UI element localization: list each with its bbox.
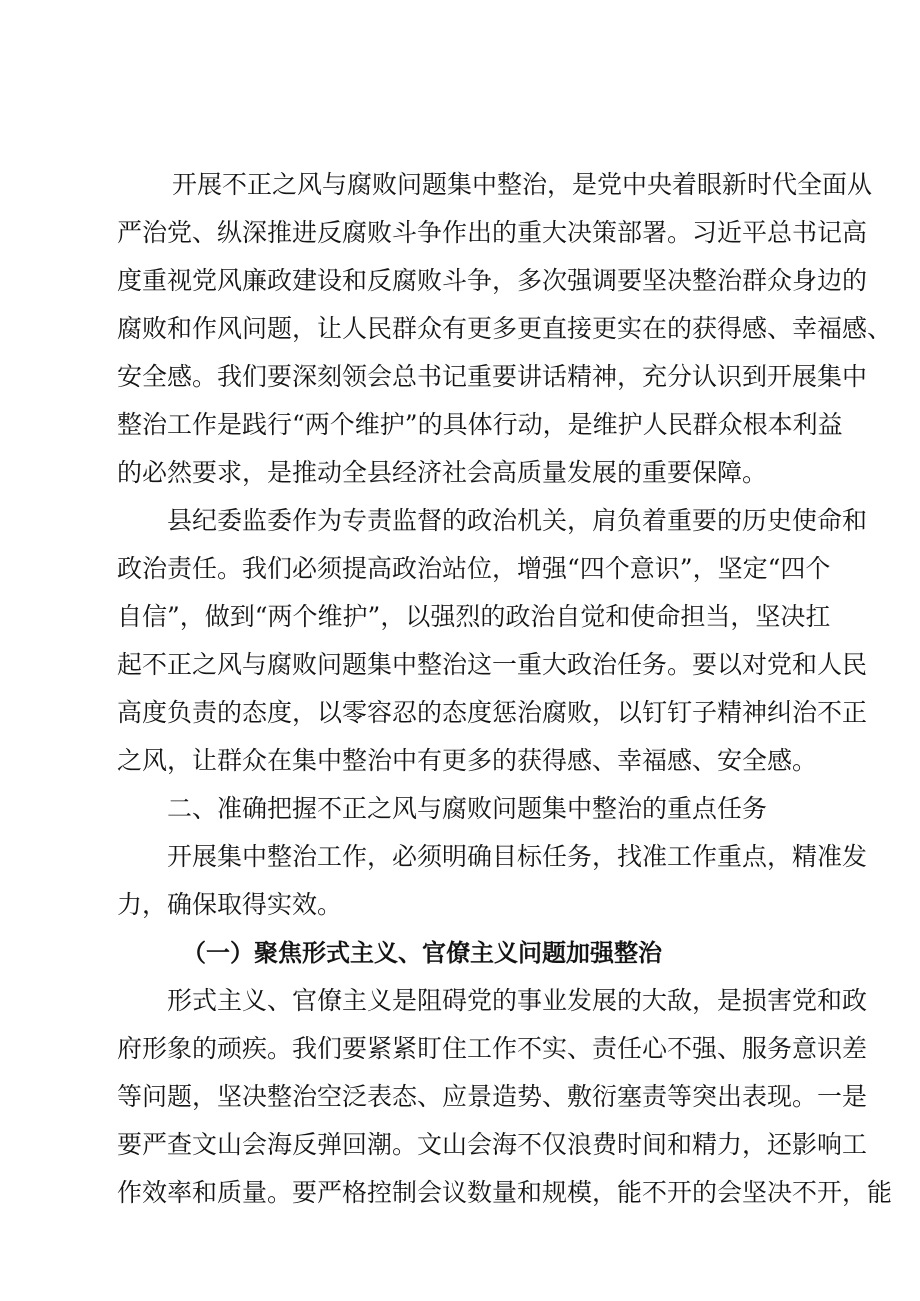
- paragraph-4-line-3: 等问题，坚决整治空泛表态、应景造势、敷衍塞责等突出表现。一是: [117, 1082, 868, 1111]
- paragraph-2-line-6: 之风，让群众在集中整治中有更多的获得感、幸福感、安全感。: [117, 746, 818, 775]
- paragraph-2-line-1: 县纪委监委作为专责监督的政治机关，肩负着重要的历史使命和: [167, 506, 868, 535]
- paragraph-1-line-5: 安全感。我们要深刻领会总书记重要讲话精神，充分认识到开展集中: [117, 362, 868, 391]
- paragraph-3-line-1: 开展集中整治工作，必须明确目标任务，找准工作重点，精准发: [167, 842, 868, 871]
- paragraph-4-line-4: 要严查文山会海反弹回潮。文山会海不仅浪费时间和精力，还影响工: [117, 1130, 868, 1159]
- paragraph-4-line-2: 府形象的顽疾。我们要紧紧盯住工作不实、责任心不强、服务意识差: [117, 1034, 868, 1063]
- paragraph-1-line-7: 的必然要求，是推动全县经济社会高质量发展的重要保障。: [117, 458, 768, 487]
- paragraph-4-line-5: 作效率和质量。要严格控制会议数量和规模，能不开的会坚决不开，能: [117, 1178, 893, 1207]
- paragraph-3-line-2: 力，确保取得实效。: [117, 890, 343, 919]
- paragraph-4-line-1: 形式主义、官僚主义是阻碍党的事业发展的大敌，是损害党和政: [167, 986, 868, 1015]
- subsection-heading-1: （一）聚焦形式主义、官僚主义问题加强整治: [182, 938, 662, 967]
- paragraph-1-line-4: 腐败和作风问题，让人民群众有更多更直接更实在的获得感、幸福感、: [117, 314, 893, 343]
- paragraph-2-line-4: 起不正之风与腐败问题集中整治这一重大政治任务。要以对党和人民: [117, 650, 868, 679]
- paragraph-1-line-3: 度重视党风廉政建设和反腐败斗争，多次强调要坚决整治群众身边的: [117, 266, 868, 295]
- paragraph-1-line-2: 严治党、纵深推进反腐败斗争作出的重大决策部署。习近平总书记高: [117, 218, 868, 247]
- paragraph-2-line-5: 高度负责的态度，以零容忍的态度惩治腐败，以钉钉子精神纠治不正: [117, 698, 868, 727]
- paragraph-1-line-1: 开展不正之风与腐败问题集中整治，是党中央着眼新时代全面从: [172, 170, 873, 199]
- paragraph-2-line-2: 政治责任。我们必须提高政治站位，增强“四个意识”，坚定“四个: [117, 554, 831, 583]
- paragraph-2-line-3: 自信”，做到“两个维护”，以强烈的政治自觉和使命担当，坚决扛: [117, 602, 831, 631]
- section-heading-2: 二、准确把握不正之风与腐败问题集中整治的重点任务: [167, 794, 768, 823]
- paragraph-1-line-6: 整治工作是践行“两个维护”的具体行动，是维护人民群众根本利益: [117, 410, 843, 439]
